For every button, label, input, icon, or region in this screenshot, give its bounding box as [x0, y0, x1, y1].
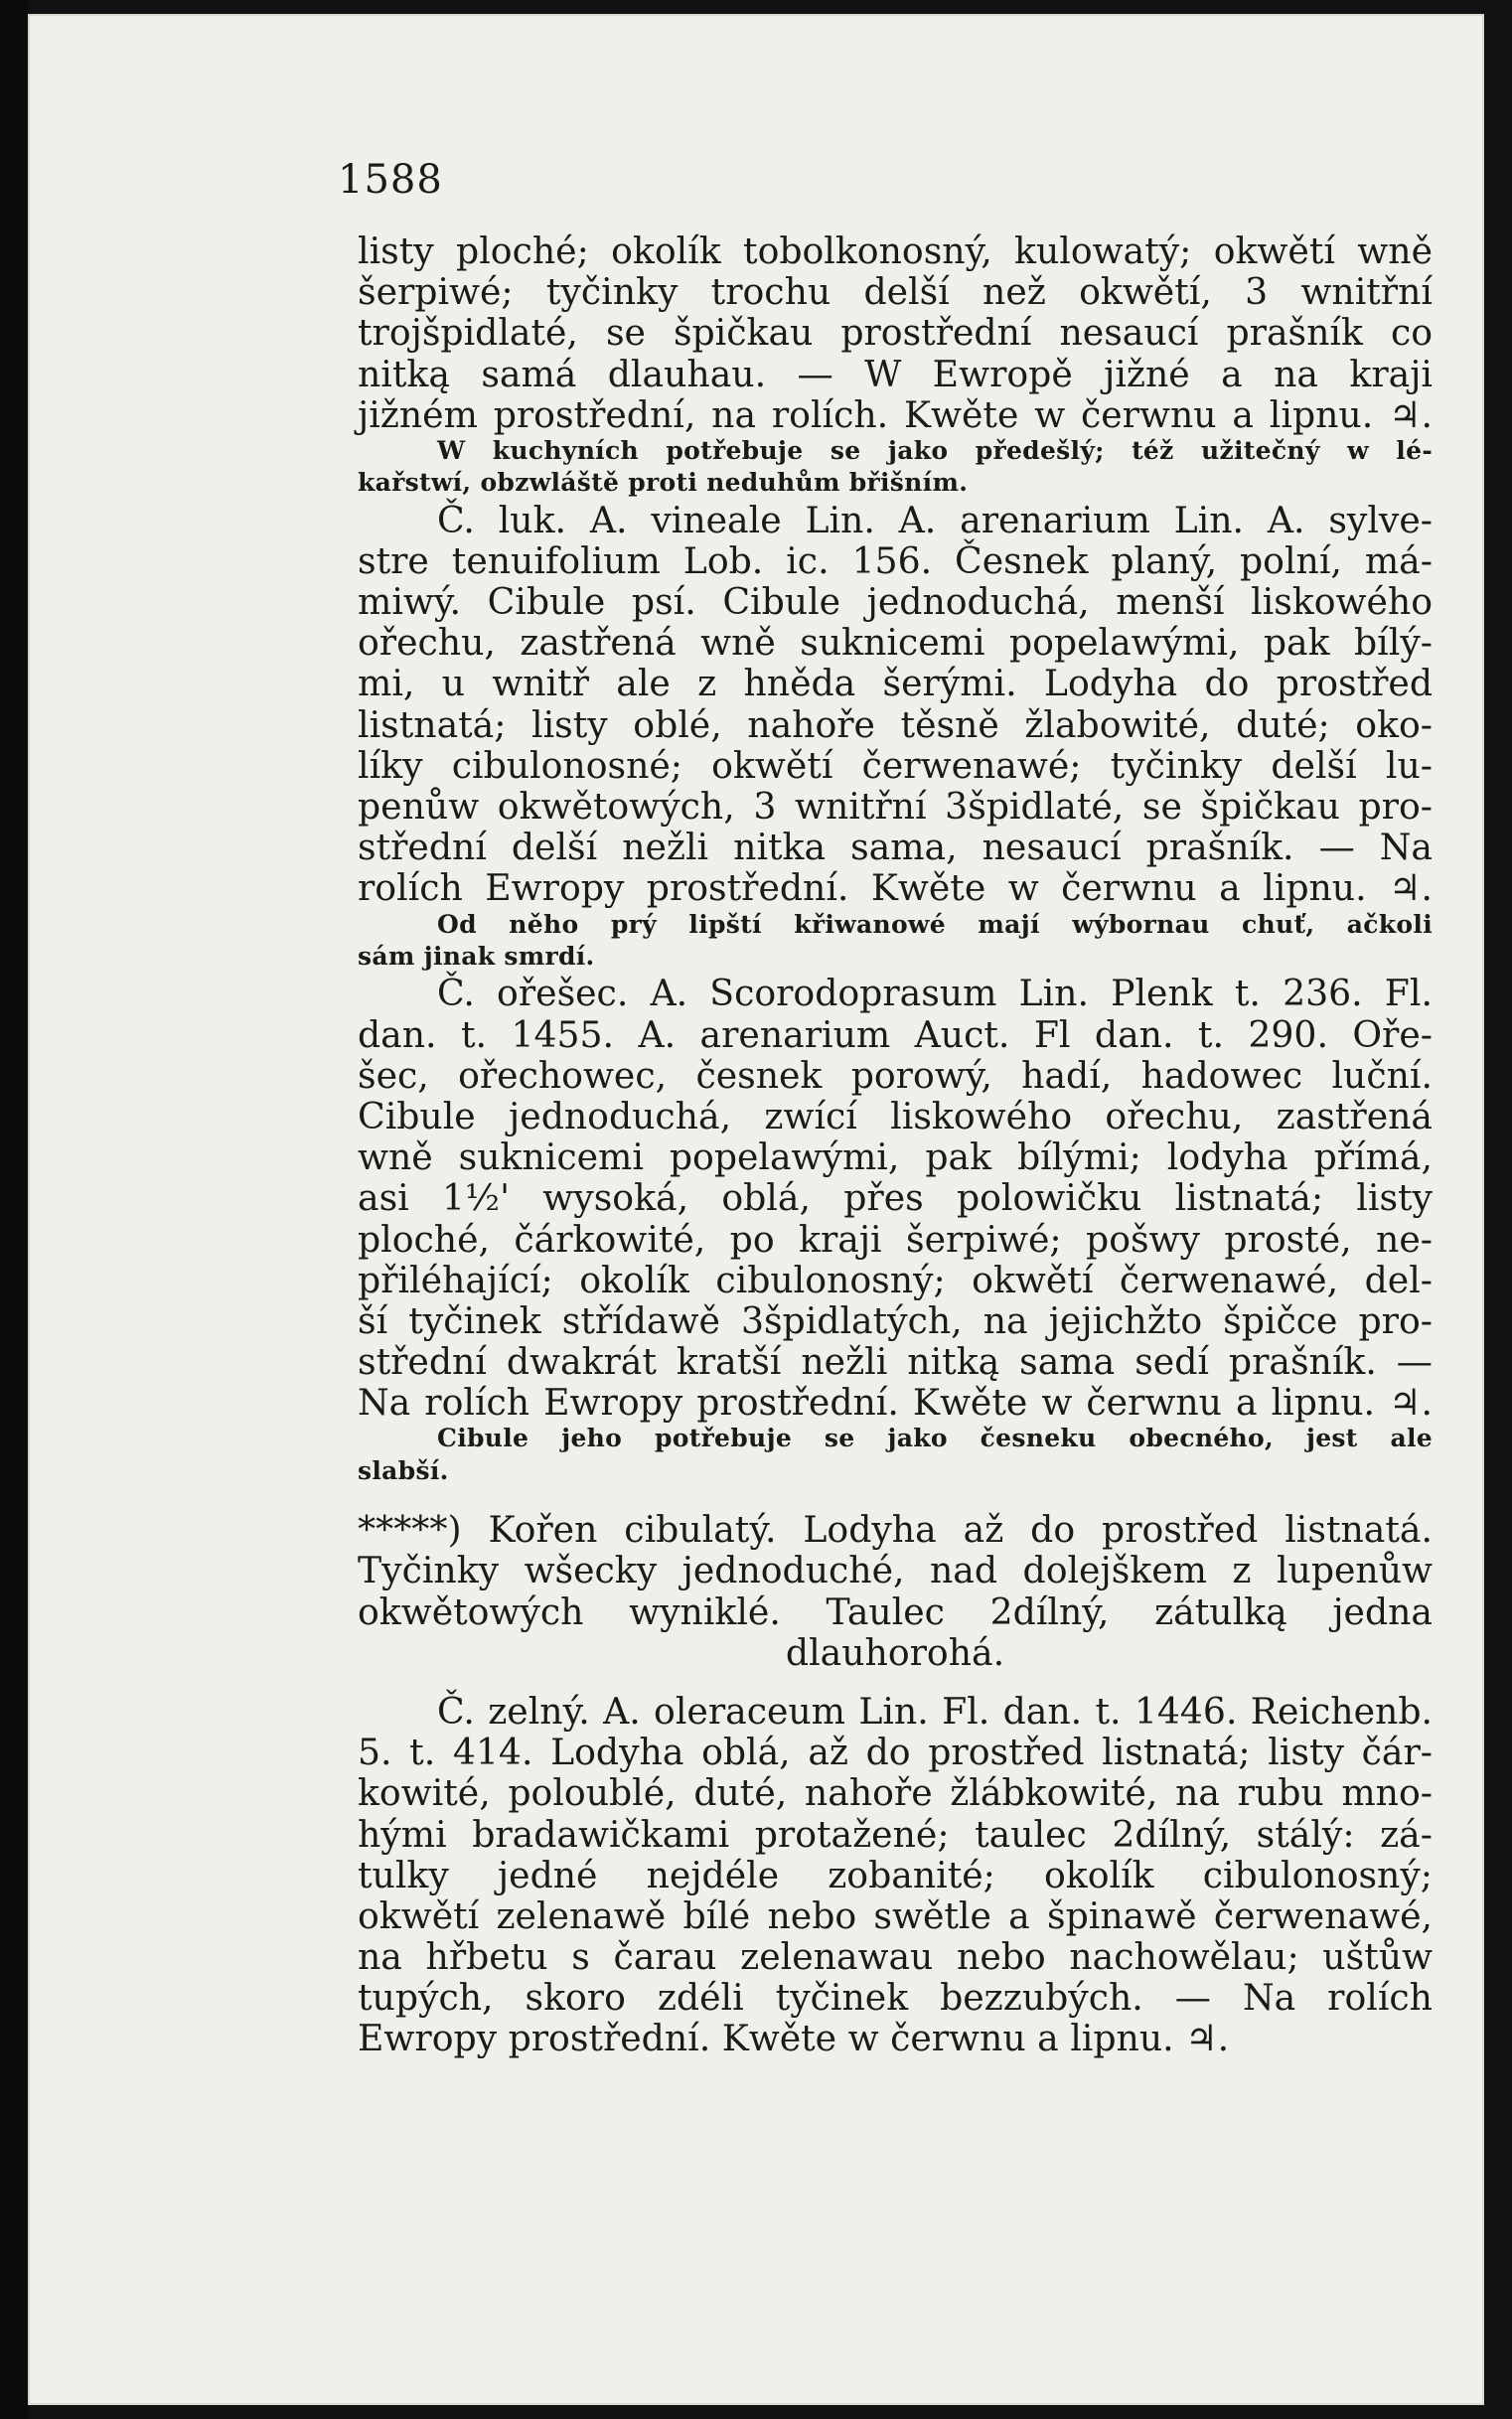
text-line: trojšpidlaté, se špičkau prostřední nesaucí prašník co	[358, 311, 1433, 355]
note-line: W kuchyních potřebuje se jako předešlý; též užitečný w lé-	[437, 435, 1433, 465]
section-line: okwětowých wyniklé. Taulec 2dílný, zátulką jedna	[358, 1589, 1433, 1633]
text-line: penůw okwětowých, 3 wnitřní 3špidlaté, se špičkau pro-	[358, 785, 1433, 829]
section-gap	[358, 1673, 1433, 1691]
text-line: tupých, skoro zdéli tyčinek bezzubých. — Na rolích	[358, 1976, 1433, 2020]
text-line: rolích Ewropy prostřední. Kwěte w čerwnu a lipnu. ♃.	[358, 866, 1433, 910]
note-line: slabší.	[358, 1455, 449, 1485]
text-line: hými bradawičkami protažené; taulec 2dílný, stálý: zá-	[358, 1812, 1433, 1856]
text-line: dan. t. 1455. A. arenarium Auct. Fl dan. t. 290. Oře-	[358, 1012, 1433, 1056]
text-line: Ewropy prostřední. Kwěte w čerwnu a lipnu. ♃.	[358, 2017, 1230, 2060]
text-line: líky cibulonosné; okwětí čerwenawé; tyčinky delší lu-	[358, 743, 1433, 787]
text-line: Na rolích Ewropy prostřední. Kwěte w čerwnu a lipnu. ♃.	[358, 1381, 1433, 1425]
text-line: stre tenuifolium Lob. ic. 156. Česnek planý, polní, má-	[358, 538, 1433, 582]
page-number: 1588	[338, 157, 443, 203]
text-line: okwětí zelenawě bílé nebo swětle a špinawě čerwenawé,	[358, 1893, 1433, 1937]
text-line: jižném prostřední, na rolích. Kwěte w čerwnu a lipnu. ♃.	[358, 392, 1433, 436]
text-line: ořechu, zastřená wně suknicemi popelawými, pak bílý-	[358, 621, 1433, 665]
text-line: na hřbetu s čarau zelenawau nebo nachowělau; uštůw	[358, 1935, 1433, 1979]
scan-edge	[0, 0, 28, 2419]
text-line: mi, u wnitř ale z hněda šerými. Lodyha do prostřed	[358, 662, 1433, 705]
text-line: střední delší nežli nitka sama, nesaucí prašník. — Na	[358, 826, 1433, 869]
text-line: šec, ořechowec, česnek porowý, hadí, hadowec luční.	[358, 1053, 1433, 1097]
text-line: ší tyčinek střídawě 3špidlatých, na jejichžto špičce pro-	[358, 1298, 1433, 1342]
note-line: Od něho prý lipští křiwanowé mají wýbornau chuť, ačkoli	[437, 909, 1433, 939]
section-line: Tyčinky wšecky jednoduché, nad dolejškem z lupenůw	[358, 1549, 1433, 1592]
text-line: Cibule jednoduchá, zwící liskowého ořechu, zastřená	[358, 1094, 1433, 1137]
note-line: kařstwí, obzwláště proti neduhům břišním.	[358, 468, 969, 498]
species-heading-line: Č. zelný. A. oleraceum Lin. Fl. dan. t. 1446. Reichenb.	[437, 1689, 1433, 1733]
text-line: šerpiwé; tyčinky trochu delší než okwětí, 3 wnitřní	[358, 270, 1433, 314]
text-line: kowité, poloublé, duté, nahoře žlábkowité, na rubu mno-	[358, 1771, 1433, 1815]
section-line: dlauhorohá.	[785, 1630, 1005, 1674]
text-line: listy ploché; okolík tobolkonosný, kulowatý; okwětí wně	[358, 229, 1433, 272]
species-heading-line: Č. luk. A. vineale Lin. A. arenarium Lin. A. sylve-	[437, 498, 1433, 541]
text-line: tulky jedné nejdéle zobanité; okolík cibulonosný;	[358, 1853, 1433, 1896]
section-line: *****) Kořen cibulatý. Lodyha až do prostřed listnatá.	[358, 1508, 1433, 1552]
section-gap	[358, 1487, 1433, 1509]
text-line: asi 1½' wysoká, oblá, přes polowičku listnatá; listy	[358, 1176, 1433, 1220]
note-line: sám jinak smrdí.	[358, 941, 595, 971]
text-line: nitką samá dlauhau. — W Ewropě jižné a na kraji	[358, 352, 1433, 395]
text-line: ploché, čárkowité, po kraji šerpiwé; pošwy prosté, ne-	[358, 1217, 1433, 1261]
text-line: listnatá; listy oblé, nahoře těsně žlabowité, duté; oko-	[358, 702, 1433, 746]
page-body	[358, 230, 1433, 2059]
text-line: miwý. Cibule psí. Cibule jednoduchá, menší liskowého	[358, 580, 1433, 624]
text-line: střední dwakrát kratší nežli nitką sama sedí prašník. —	[358, 1340, 1433, 1384]
species-heading-line: Č. ořešec. A. Scorodoprasum Lin. Plenk t. 236. Fl.	[437, 972, 1433, 1015]
text-line: přiléhající; okolík cibulonosný; okwětí čerwenawé, del-	[358, 1258, 1433, 1301]
text-line: 5. t. 414. Lodyha oblá, až do prostřed listnatá; listy čár-	[358, 1731, 1433, 1774]
note-line: Cibule jeho potřebuje se jako česneku obecného, jest ale	[437, 1424, 1433, 1453]
text-line: wně suknicemi popelawými, pak bílými; lodyha přímá,	[358, 1135, 1433, 1179]
